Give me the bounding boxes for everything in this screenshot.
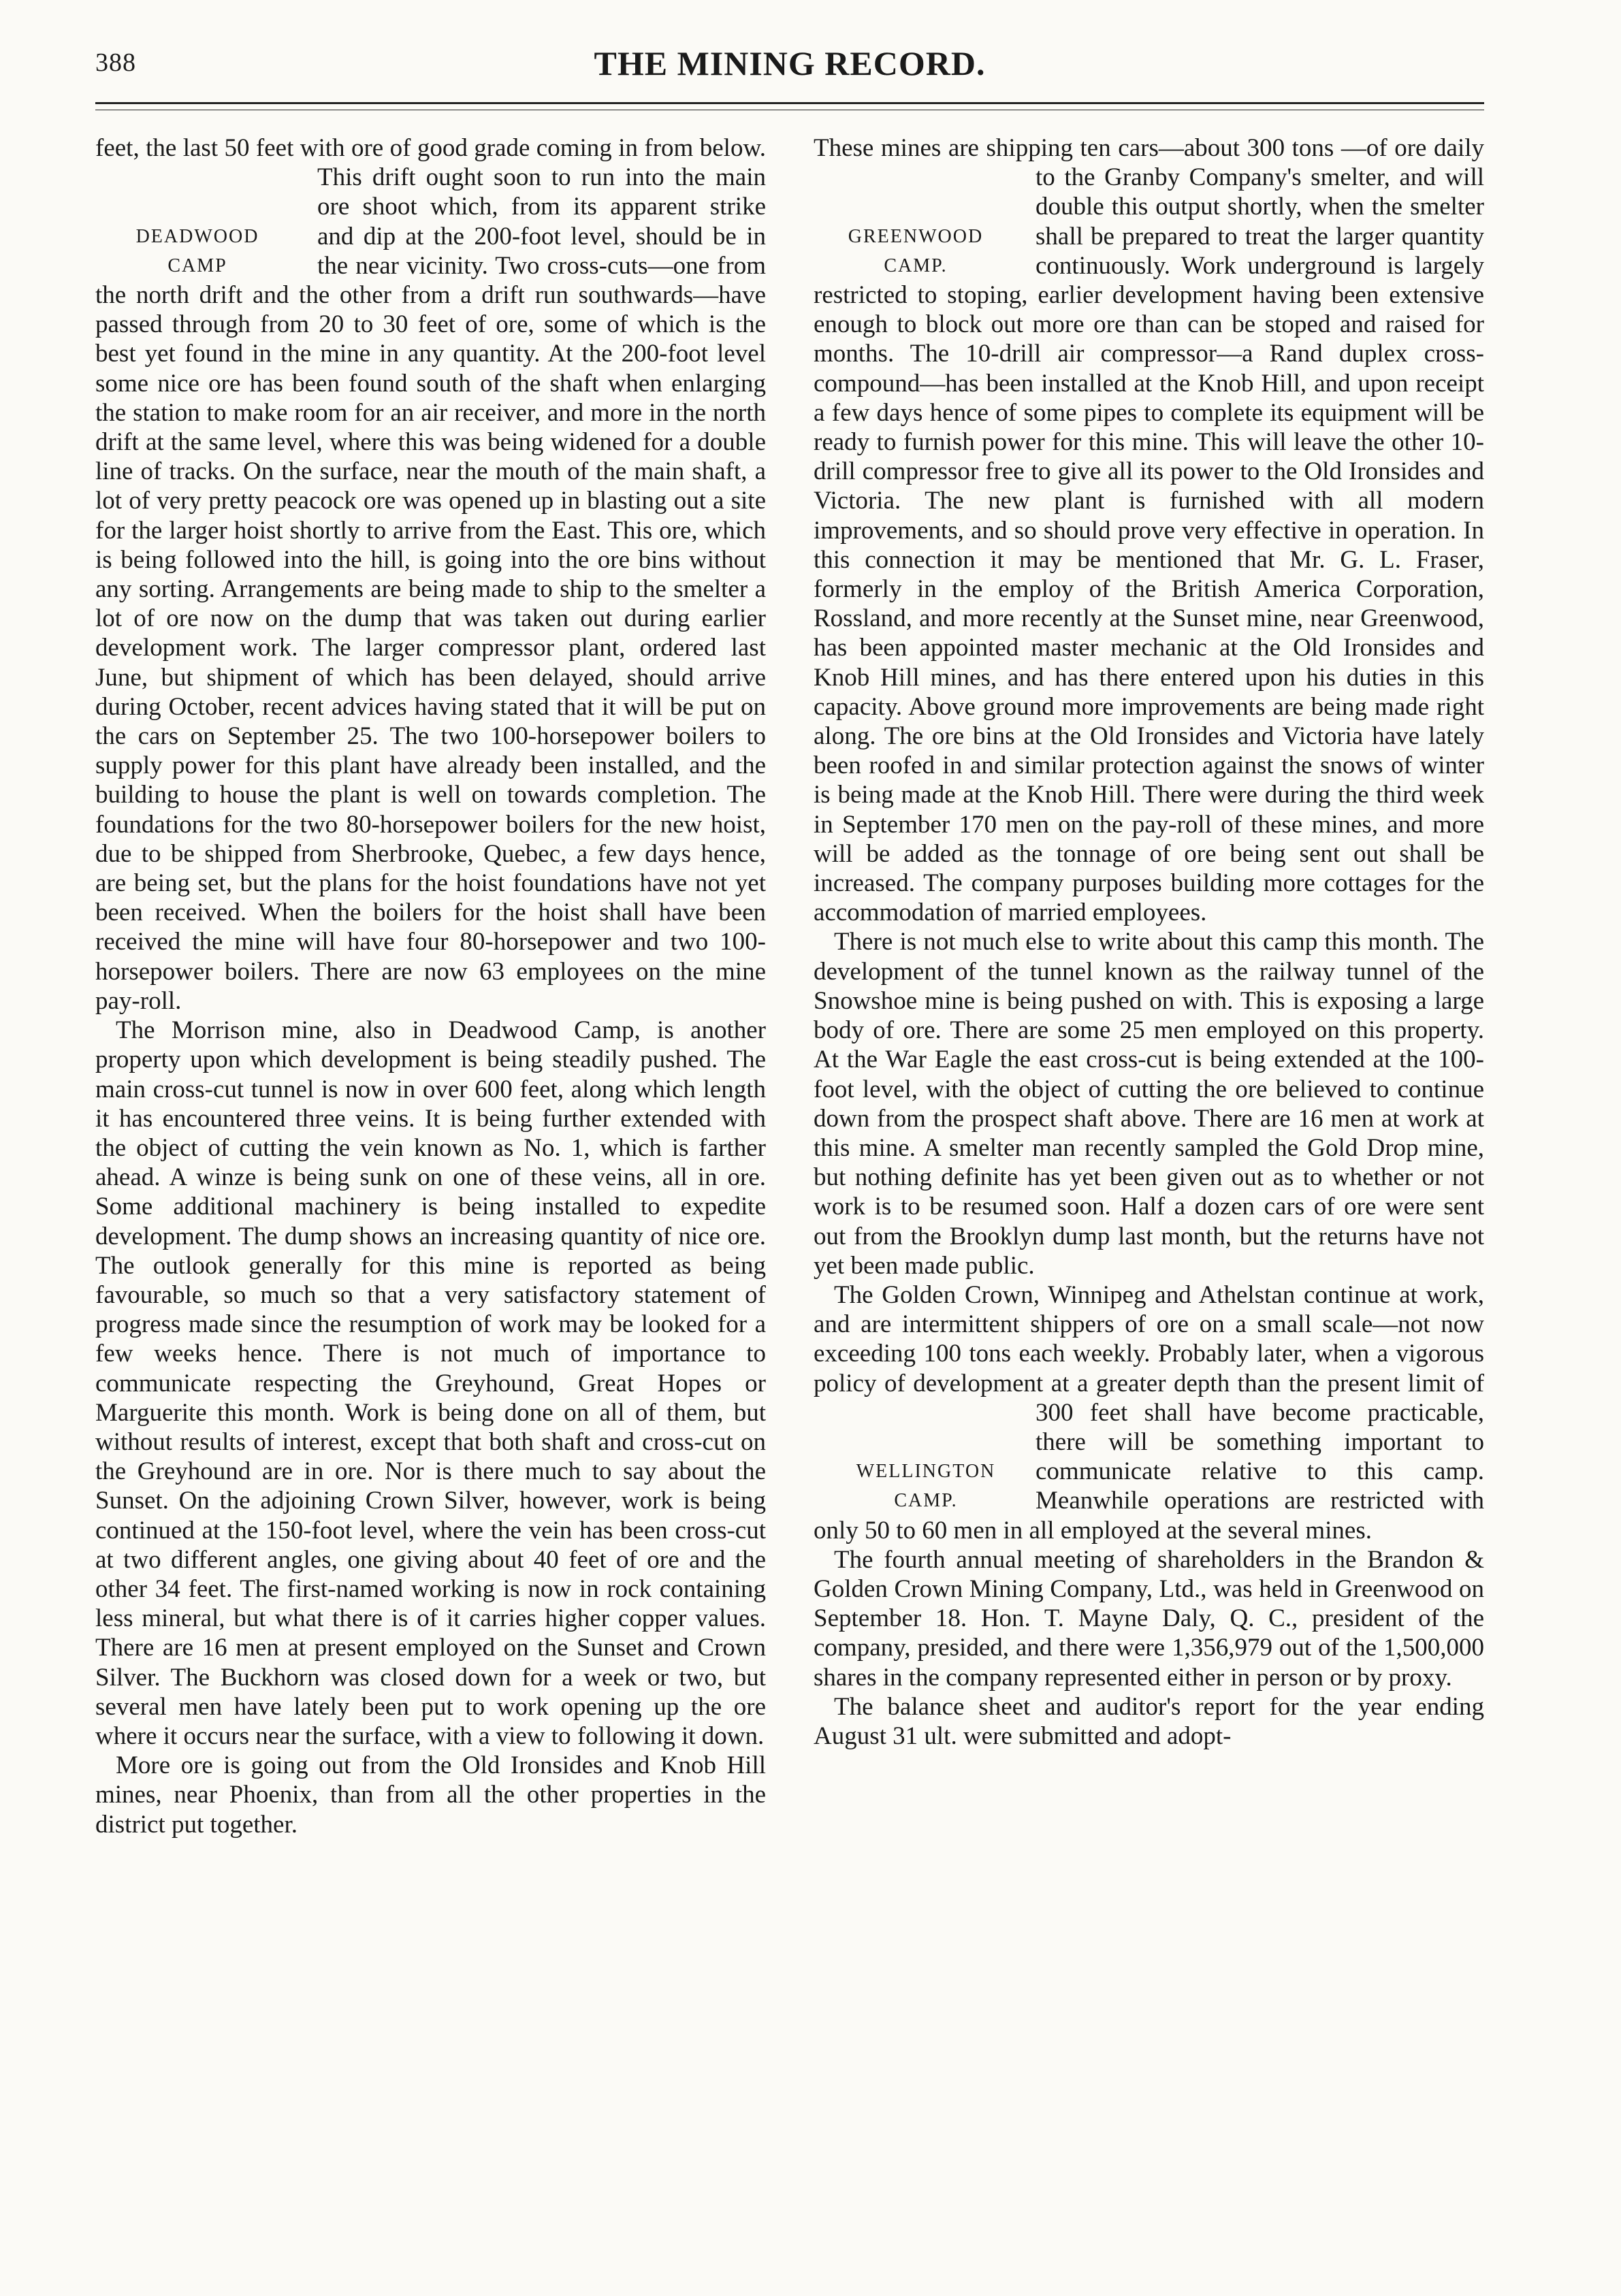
side-note-line: GREENWOOD <box>848 225 984 247</box>
page-header <box>95 39 1484 101</box>
paragraph-text: feet, the last 50 feet with ore of good grade coming <box>95 134 612 162</box>
side-note-line: CAMP <box>167 255 227 276</box>
paragraph-text: of 300 feet shall have become practicable, there will be something important to communicate relative to this camp. Meanwhile operations are restricted with only 50 to 60 men in all employed at the several mines. <box>814 1369 1484 1545</box>
side-note-greenwood-camp <box>814 222 1018 280</box>
paragraph <box>814 1280 1484 1545</box>
page-number: 388 <box>95 48 136 77</box>
paragraph-old-ironsides: More ore is going out from the Old Ironsides and Knob Hill mines, near Phoenix, than from all the other properties in the district put together. <box>95 1751 766 1839</box>
paragraph-balance-sheet: The balance sheet and auditor's report for the year ending August 31 ult. were submitted and adopt- <box>814 1692 1484 1750</box>
right-column <box>814 133 1484 2230</box>
paragraph-text: will double this output shortly, when the smelter shall be prepared to treat the larger quantity continuously. Work underground is largely restricted to stoping, earlier development having been extensive enough to block out more ore than can be stoped and raised for months. The 10-drill air compressor—a Rand duplex cross-compound—has been installed at the Knob Hill, and upon receipt a few days hence of some pipes to complete its equipment will be ready to furnish power for this mine. This will leave the other 10-drill compressor free to give all its power to the Old Ironsides and Victoria. The new plant is furnished with all modern improvements, and so should prove very effective in operation. In this connection it may be mentioned that Mr. G. L. Fraser, formerly in the employ of the British America Corporation, Rossland, and more recently at the Sunset mine, near Greenwood, has been appointed master mechanic at the Old Ironsides and Knob Hill mines, and has there entered upon his duties in this capacity. Above ground more improvements are being made right along. The ore bins at the Old Ironsides and Victoria have lately been roofed in and similar protection against the snows of winter is being made at the Knob Hill. There were during the third week in September 170 men on the pay-roll of these mines, and more will be added as the tonnage of ore being sent out shall be increased. The company purposes building more cottages for the accommodation of married employees. <box>814 163 1484 927</box>
paragraph-text: These mines are shipping ten cars—about 300 tons —of ore daily to the Granby Company's smelter, and <box>814 134 1484 192</box>
side-note-line: WELLINGTON <box>856 1461 996 1483</box>
paragraph-shareholders-meeting: The fourth annual meeting of shareholders in the Brandon & Golden Crown Mining Company, Ltd., was held in Greenwood on September 18. Hon. T. Mayne Daly, Q. C., president of the company, presided, and there were 1,356,979 out of the 1,500,000 shares in the company represented either in person or by proxy. <box>814 1545 1484 1692</box>
side-note-line: CAMP. <box>884 255 948 276</box>
paragraph-text: in from below. This drift ought soon to run into the main ore shoot which, from its apparent strike and dip at the 200-foot level, should be in the near vicinity. Two cross-cuts—one from the north drift and the other from a drift run southwards—have passed through from 20 to 30 feet of ore, some of which is the best yet found in the mine in any quantity. At the 200-foot level some nice ore has been found south of the shaft when enlarging the station to make room for an air receiver, and more in the north drift at the same level, where this was being widened for a double line of tracks. On the surface, near the mouth of the main shaft, a lot of very pretty peacock ore was opened up in blasting out a site for the larger hoist shortly to arrive from the East. This ore, which is being followed into the hill, is going into the ore bins without any sorting. Arrangements are being made to ship to the smelter a lot of ore now on the dump that was taken out during earlier development work. The larger compressor plant, ordered last June, but shipment of which has been delayed, should arrive during October, recent advices having stated that it will be put on the cars on September 25. The two 100-horsepower boilers to supply power for this plant have already been installed, and the building to house the plant is well on towards completion. The foundations for the two 80-horsepower boilers for the new hoist, due to be shipped from Sherbrooke, Quebec, a few days hence, are being set, but the plans for the hoist foundations have not yet been received. When the boilers for the hoist shall have been received the mine will have four 80-horsepower and two 100-horsepower boilers. There are now 63 employees on the mine pay-roll. <box>95 134 766 1015</box>
header-rule-thick <box>95 102 1484 104</box>
side-note-wellington-camp <box>814 1457 1018 1515</box>
journal-title: THE MINING RECORD. <box>594 44 986 82</box>
side-note-deadwood-camp <box>95 222 300 280</box>
paragraph-morrison-mine: The Morrison mine, also in Deadwood Camp, is another property upon which development is being steadily pushed. The main cross-cut tunnel is now in over 600 feet, along which length it has encountered three veins. It is being further extended with the object of cutting the vein known as No. 1, which is farther ahead. A winze is being sunk on one of these veins, all in ore. Some additional machinery is being installed to expedite development. The dump shows an increasing quantity of nice ore. The outlook generally for this mine is reported as being favourable, so much so that a very satisfactory statement of progress made since the resumption of work may be looked for a few weeks hence. There is not much of importance to communicate respecting the Greyhound, Great Hopes or Marguerite this month. Work is being done on all of them, but without results of interest, except that both shaft and cross-cut on the Greyhound are in ore. Nor is there much to say about the Sunset. On the adjoining Crown Silver, however, work is being continued at the 150-foot level, where the vein has been cross-cut at two different angles, one giving about 40 feet of ore and the other 34 feet. The first-named working is now in rock containing less mineral, but what there is of it carries higher copper values. There are 16 men at present employed on the Sunset and Crown Silver. The Buckhorn was closed down for a week or two, but several men have lately been put to work opening up the ore where it occurs near the surface, with a view to following it down. <box>95 1016 766 1750</box>
paragraph-snowshoe: There is not much else to write about this camp this month. The development of the tunnel known as the railway tunnel of the Snowshoe mine is being pushed on with. This is exposing a large body of ore. There are some 25 men employed on this property. At the War Eagle the east cross-cut is being extended at the 100-foot level, with the object of cutting the ore believed to continue down from the prospect shaft above. There are 16 men at work at this mine. A smelter man recently sampled the Gold Drop mine, but nothing definite has yet been given out as to whether or not work is to be resumed soon. Half a dozen cars of ore were sent out from the Brooklyn dump last month, but the returns have not yet been made public. <box>814 928 1484 1280</box>
paragraph <box>95 133 766 1016</box>
paragraph <box>814 133 1484 927</box>
left-column <box>95 133 766 2230</box>
paragraph-text: The Golden Crown, Winnipeg and Athelstan continue at work, and are intermittent shippers of ore on a small scale—not now exceeding 100 tons each weekly. Probably later, when a vigorous policy of development at a greater depth than the present limit <box>814 1280 1484 1397</box>
side-note-line: CAMP. <box>894 1490 958 1512</box>
side-note-line: DEADWOOD <box>135 225 259 247</box>
